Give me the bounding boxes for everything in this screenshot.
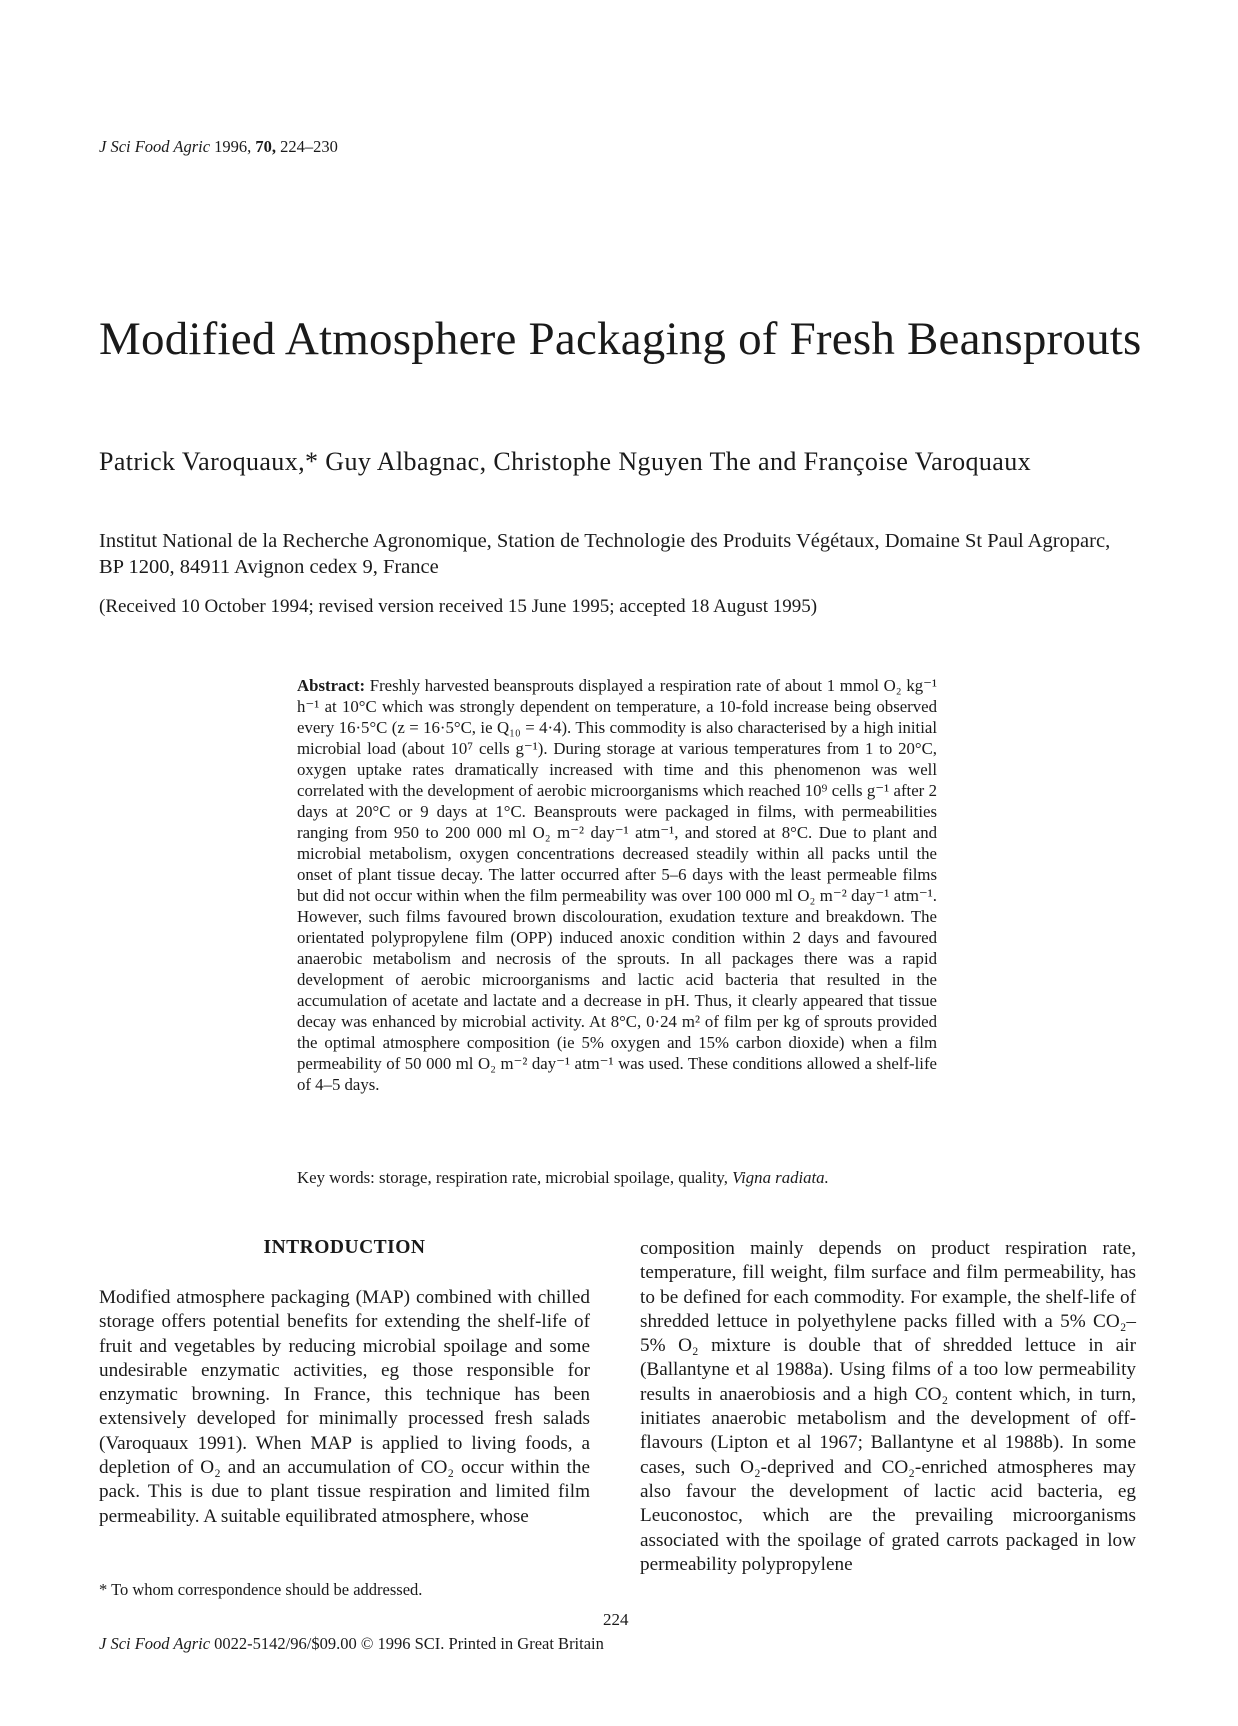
- author-list: Patrick Varoquaux,* Guy Albagnac, Christophe Nguyen The and Françoise Varoquaux: [99, 447, 1032, 476]
- footer-journal: J Sci Food Agric: [99, 1634, 211, 1653]
- footnote: * To whom correspondence should be addressed.: [99, 1580, 423, 1599]
- body-column-left: Modified atmosphere packaging (MAP) combined with chilled storage offers potential benefits for extending the shelf-life of fruit and vegetables by reducing microbial spoilage and some undesirable enzymatic activities, eg those responsible for enzymatic browning. In France, this technique has been extensively developed for minimally processed fresh salads (Varoquaux 1991). When MAP is applied to living foods, a depletion of O₂ and an accumulation of CO₂ occur within the pack. This is due to plant tissue respiration and limited film permeability. A suitable equilibrated atmosphere, whose: [99, 1287, 590, 1527]
- journal-volume: 70,: [255, 137, 277, 156]
- page-footer: [99, 1634, 604, 1654]
- running-header: [99, 137, 338, 157]
- journal-year: 1996,: [214, 137, 252, 156]
- abstract-text: Freshly harvested beansprouts displayed a respiration rate of about 1 mmol O₂ kg⁻¹ h⁻¹ at 10°C which was strongly dependent on temperature, a 10-fold increase being observed every 16·5°C (z = 16·5°C, ie Q₁₀ = 4·4). This commodity is also characterised by a high initial microbial load (about 10⁷ cells g⁻¹). During storage at various temperatures from 1 to 20°C, oxygen uptake rates dramatically increased with time and this phenomenon was well correlated with the development of aerobic microorganisms which reached 10⁹ cells g⁻¹ after 2 days at 20°C or 9 days at 1°C. Beansprouts were packaged in films, with permeabilities ranging from 950 to 200 000 ml O₂ m⁻² day⁻¹ atm⁻¹, and stored at 8°C. Due to plant and microbial metabolism, oxygen concentrations decreased steadily within all packs until the onset of plant tissue decay. The latter occurred after 5–6 days with the least permeable films but did not occur within when the film permeability was over 100 000 ml O₂ m⁻² day⁻¹ atm⁻¹. However, such films favoured brown discolouration, exudation texture and breakdown. The orientated polypropylene film (OPP) induced anoxic condition within 2 days and favoured anaerobic metabolism and necrosis of the sprouts. In all packages there was a rapid development of aerobic microorganisms and lactic acid bacteria that resulted in the accumulation of acetate and lactate and a decrease in pH. Thus, it clearly appeared that tissue decay was enhanced by microbial activity. At 8°C, 0·24 m² of film per kg of sprouts provided the optimal atmosphere composition (ie 5% oxygen and 15% carbon dioxide) when a film permeability of 50 000 ml O₂ m⁻² day⁻¹ atm⁻¹ was used. These conditions allowed a shelf-life of 4–5 days.: [297, 676, 937, 1094]
- journal-name: J Sci Food Agric: [99, 137, 211, 156]
- keywords: [297, 1168, 829, 1188]
- body-column-right: composition mainly depends on product respiration rate, temperature, fill weight, film surface and film permeability, has to be defined for each commodity. For example, the shelf-life of shredded lettuce in polyethylene packs filled with a 5% CO₂–5% O₂ mixture is double that of shredded lettuce in air (Ballantyne et al 1988a). Using films of a too low permeability results in anaerobiosis and a high CO₂ content which, in turn, initiates anaerobic metabolism and the development of off-flavours (Lipton et al 1967; Ballantyne et al 1988b). In some cases, such O₂-deprived and CO₂-enriched atmospheres may also favour the development of lactic acid bacteria, eg Leuconostoc, which are the prevailing microorganisms associated with the spoilage of grated carrots packaged in low permeability polypropylene: [640, 1238, 1136, 1575]
- abstract: [297, 675, 937, 1095]
- keywords-label: Key words:: [297, 1168, 375, 1187]
- received-dates: (Received 10 October 1994; revised version received 15 June 1995; accepted 18 August 1995): [99, 596, 818, 617]
- article-title: Modified Atmosphere Packaging of Fresh Beansprouts: [99, 313, 1142, 365]
- keywords-species: Vigna radiata.: [732, 1168, 829, 1187]
- affiliation: Institut National de la Recherche Agronomique, Station de Technologie des Produits Végétaux, Domaine St Paul Agroparc, BP 1200, 84911 Avignon cedex 9, France: [99, 530, 1111, 578]
- keywords-text: storage, respiration rate, microbial spoilage, quality,: [379, 1168, 728, 1187]
- journal-pages: 224–230: [280, 137, 338, 156]
- abstract-label: Abstract:: [297, 676, 366, 695]
- footer-text: 0022-5142/96/$09.00 © 1996 SCI. Printed in Great Britain: [214, 1634, 604, 1653]
- section-heading-introduction: INTRODUCTION: [263, 1237, 426, 1258]
- page-number: 224: [603, 1610, 629, 1629]
